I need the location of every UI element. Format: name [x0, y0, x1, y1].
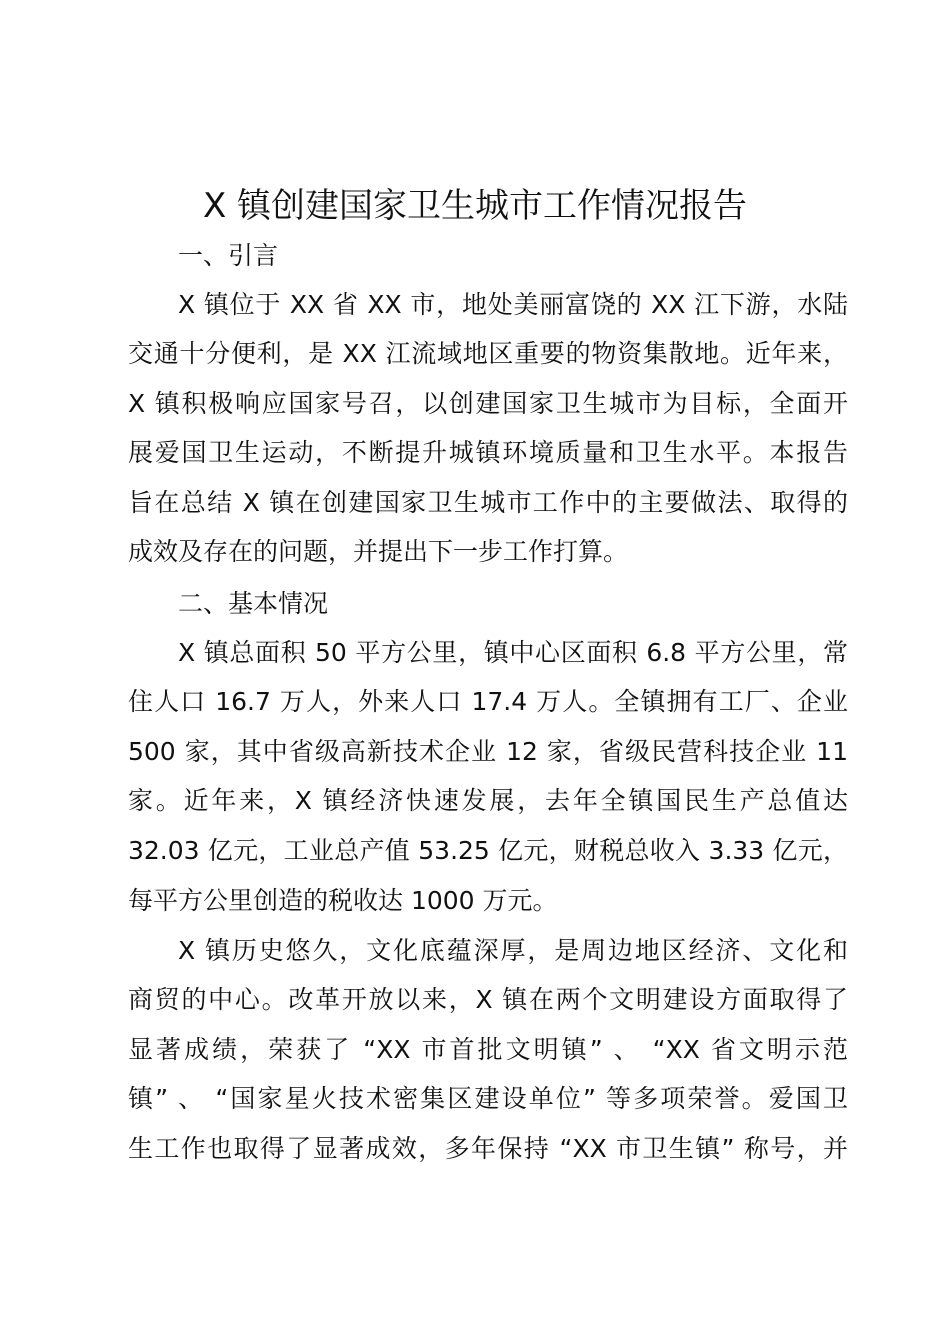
paragraph-line: 生工作也取得了显著成效，多年保持 “XX 市卫生镇” 称号，并	[128, 1134, 848, 1163]
paragraph-line: 交通十分便利，是 XX 江流域地区重要的物资集散地。近年来，	[128, 339, 848, 368]
paragraph-line: X 镇位于 XX 省 XX 市，地处美丽富饶的 XX 江下游，水陆	[178, 290, 848, 319]
section-heading-introduction: 一、引言	[178, 241, 279, 270]
paragraph-line: X 镇历史悠久，文化底蕴深厚，是周边地区经济、文化和	[178, 936, 848, 965]
paragraph-line: 500 家，其中省级高新技术企业 12 家，省级民营科技企业 11	[128, 737, 848, 766]
paragraph-line: 成效及存在的问题，并提出下一步工作打算。	[128, 537, 629, 566]
paragraph-line: 家。近年来，X 镇经济快速发展，去年全镇国民生产总值达	[128, 786, 848, 815]
paragraph-line: 展爱国卫生运动，不断提升城镇环境质量和卫生水平。本报告	[128, 438, 848, 467]
paragraph-line: 镇” 、 “国家星火技术密集区建设单位” 等多项荣誉。爱国卫	[128, 1084, 848, 1113]
paragraph-line: 每平方公里创造的税收达 1000 万元。	[128, 886, 558, 915]
paragraph-line: 商贸的中心。改革开放以来，X 镇在两个文明建设方面取得了	[128, 985, 848, 1014]
paragraph-line: 住人口 16.7 万人，外来人口 17.4 万人。全镇拥有工厂、企业	[128, 687, 848, 716]
paragraph-line: 显著成绩，荣获了 “XX 市首批文明镇” 、 “XX 省文明示范	[128, 1035, 848, 1064]
paragraph-line: X 镇积极响应国家号召，以创建国家卫生城市为目标，全面开	[128, 389, 848, 418]
document-title: X 镇创建国家卫生城市工作情况报告	[202, 186, 748, 226]
paragraph-line: X 镇总面积 50 平方公里，镇中心区面积 6.8 平方公里，常	[178, 638, 848, 667]
paragraph-line: 旨在总结 X 镇在创建国家卫生城市工作中的主要做法、取得的	[128, 488, 848, 517]
section-heading-basic-info: 二、基本情况	[178, 589, 329, 618]
paragraph-line: 32.03 亿元，工业总产值 53.25 亿元，财税总收入 3.33 亿元，	[128, 836, 848, 865]
